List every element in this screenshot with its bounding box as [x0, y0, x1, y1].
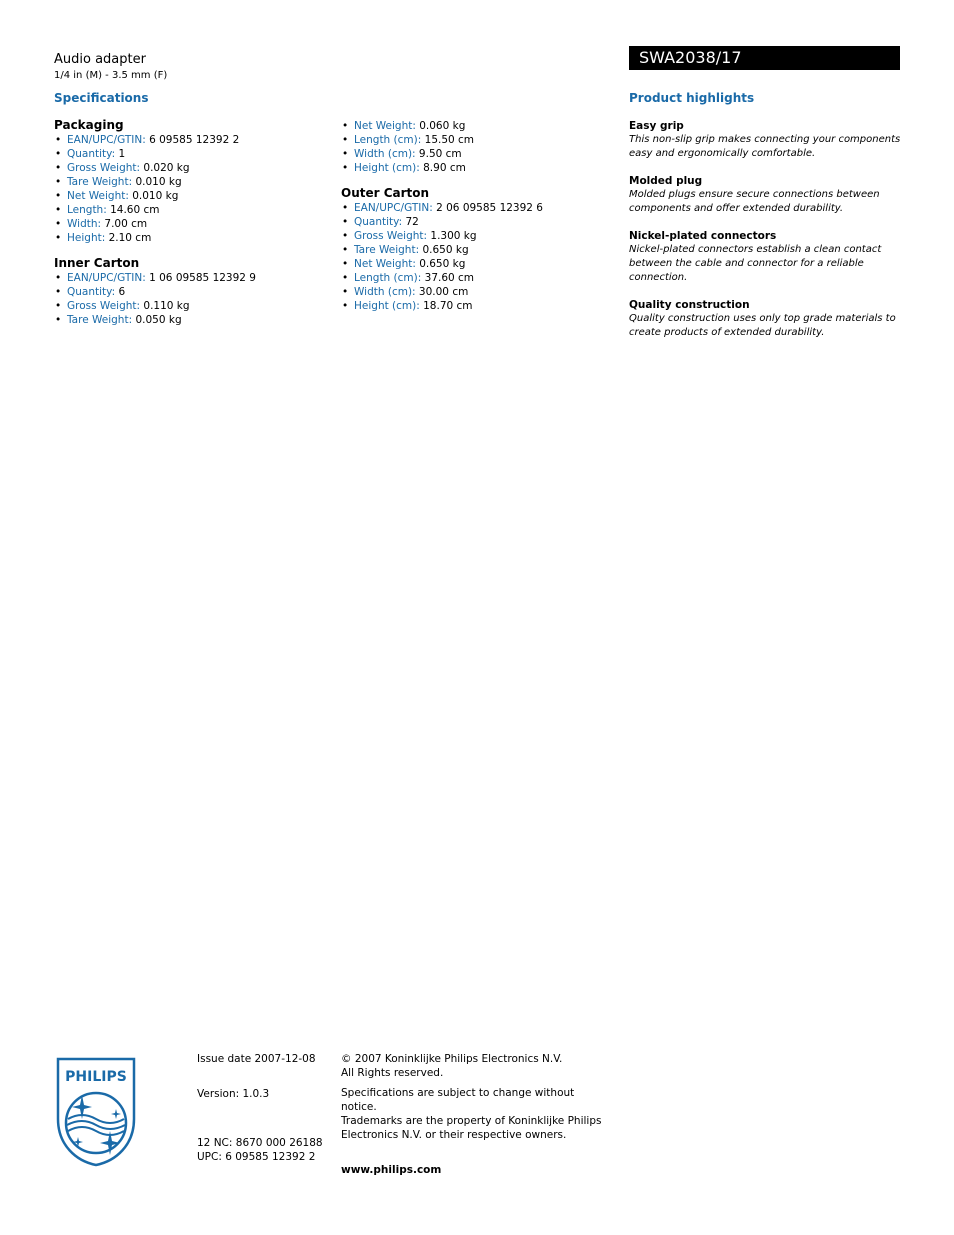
highlights-list	[629, 119, 904, 353]
spec-item: • Tare Weight: 0.650 kg	[341, 243, 611, 257]
spec-item: • Gross Weight: 0.020 kg	[54, 161, 324, 175]
spec-item: • Quantity: 6	[54, 285, 324, 299]
website-link[interactable]: www.philips.com	[341, 1164, 442, 1176]
product-name: Audio adapter	[54, 52, 146, 67]
spec-item: • Height (cm): 18.70 cm	[341, 299, 611, 313]
spec-item: • Tare Weight: 0.010 kg	[54, 175, 324, 189]
philips-logo-text: PHILIPS	[65, 1069, 127, 1085]
spec-group-title: Outer Carton	[341, 186, 430, 200]
spec-item: • Quantity: 72	[341, 215, 611, 229]
spec-item: • EAN/UPC/GTIN: 2 06 09585 12392 6	[341, 201, 611, 215]
spec-list	[341, 119, 611, 175]
spec-group-title: Inner Carton	[54, 256, 140, 270]
spec-list	[341, 201, 611, 313]
spec-group-title: Packaging	[54, 118, 124, 132]
spec-item: • EAN/UPC/GTIN: 6 09585 12392 2	[54, 133, 324, 147]
spec-column-left	[54, 118, 324, 338]
highlights-title: Product highlights	[629, 91, 755, 105]
spec-item: • Length (cm): 37.60 cm	[341, 271, 611, 285]
highlight-item	[629, 174, 904, 216]
highlight-item	[629, 298, 904, 340]
spec-item: • Height: 2.10 cm	[54, 231, 324, 245]
footer-right-column	[341, 1052, 611, 1177]
upc-number: UPC: 6 09585 12392 2	[197, 1151, 316, 1163]
spec-item: • Height (cm): 8.90 cm	[341, 161, 611, 175]
spec-group-outer-carton	[341, 186, 611, 313]
spec-item: • Tare Weight: 0.050 kg	[54, 313, 324, 327]
highlight-item	[629, 229, 904, 285]
highlight-item	[629, 119, 904, 161]
spec-list	[54, 271, 324, 327]
version: Version: 1.0.3	[197, 1088, 270, 1100]
highlight-text: This non-slip grip makes connecting your components easy and ergonomically comfortable.	[629, 134, 901, 159]
highlight-text: Nickel-plated connectors establish a clean contact between the cable and connector for a reliable connection.	[629, 244, 882, 283]
highlight-title: Quality construction	[629, 299, 750, 311]
highlight-title: Easy grip	[629, 120, 684, 132]
spec-item: • Quantity: 1	[54, 147, 324, 161]
spec-item: • EAN/UPC/GTIN: 1 06 09585 12392 9	[54, 271, 324, 285]
model-number-bar: SWA2038/17	[629, 46, 900, 70]
spec-column-middle	[341, 119, 611, 324]
spec-item: • Width (cm): 30.00 cm	[341, 285, 611, 299]
nc-number: 12 NC: 8670 000 26188	[197, 1137, 323, 1149]
spec-group-inner-carton-continued	[341, 119, 611, 175]
philips-shield-logo	[56, 1057, 136, 1167]
specifications-title: Specifications	[54, 91, 149, 105]
highlight-text: Quality construction uses only top grade materials to create products of extended durability.	[629, 313, 896, 338]
spec-item: • Length (cm): 15.50 cm	[341, 133, 611, 147]
highlight-title: Nickel-plated connectors	[629, 230, 777, 242]
highlight-text: Molded plugs ensure secure connections between components and offer extended durability.	[629, 189, 880, 214]
spec-list	[54, 133, 324, 245]
spec-item: • Width: 7.00 cm	[54, 217, 324, 231]
spec-group-packaging	[54, 118, 324, 245]
highlight-title: Molded plug	[629, 175, 703, 187]
spec-item: • Gross Weight: 0.110 kg	[54, 299, 324, 313]
copyright-line: © 2007 Koninklijke Philips Electronics N.V.	[341, 1053, 563, 1065]
spec-item: • Net Weight: 0.060 kg	[341, 119, 611, 133]
rights-line: All Rights reserved.	[341, 1067, 444, 1079]
product-subtitle: 1/4 in (M) - 3.5 mm (F)	[54, 70, 168, 81]
spec-item: • Gross Weight: 1.300 kg	[341, 229, 611, 243]
notice-line: Specifications are subject to change without notice.	[341, 1087, 575, 1113]
spec-item: • Net Weight: 0.650 kg	[341, 257, 611, 271]
trademark-line: Electronics N.V. or their respective owners.	[341, 1129, 567, 1141]
footer-left-column	[197, 1052, 332, 1164]
spec-item: • Width (cm): 9.50 cm	[341, 147, 611, 161]
issue-date: Issue date 2007-12-08	[197, 1053, 316, 1065]
spec-item: • Net Weight: 0.010 kg	[54, 189, 324, 203]
spec-group-inner-carton	[54, 256, 324, 327]
trademark-line: Trademarks are the property of Koninklijke Philips	[341, 1115, 602, 1127]
spec-item: • Length: 14.60 cm	[54, 203, 324, 217]
